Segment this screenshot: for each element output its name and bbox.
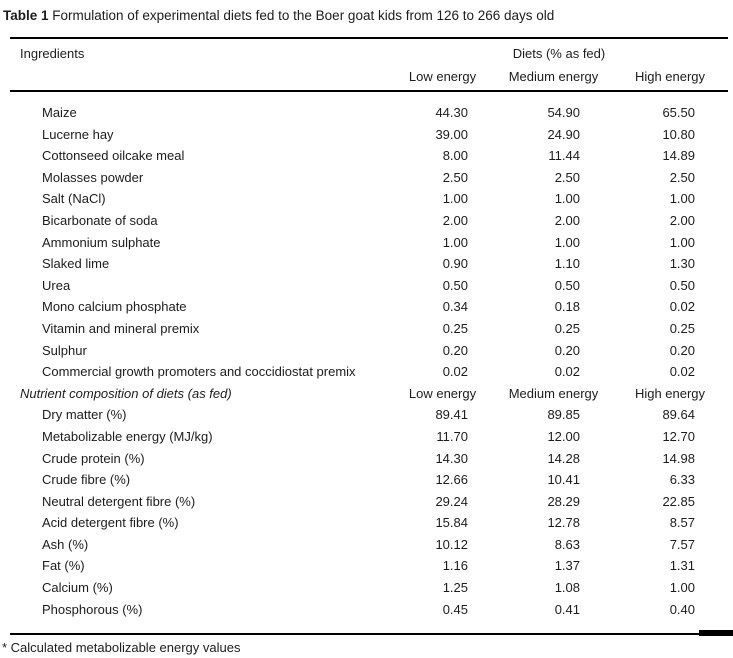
row-value: 0.02 xyxy=(442,364,468,380)
row-value: 0.50 xyxy=(442,277,468,293)
row-value: 1.31 xyxy=(669,558,695,574)
row-label: Bicarbonate of soda xyxy=(42,212,158,228)
row-value: 0.50 xyxy=(669,277,695,293)
row-value: 2.50 xyxy=(554,169,580,185)
row-label: Maize xyxy=(42,105,77,120)
column-header-ingredients: Ingredients xyxy=(10,38,390,91)
row-value: 54.90 xyxy=(547,105,580,120)
row-value: 0.20 xyxy=(442,342,468,358)
section-row xyxy=(10,383,728,405)
row-value: 89.85 xyxy=(547,407,580,423)
row-label: Neutral detergent fibre (%) xyxy=(42,493,196,509)
row-value: 14.98 xyxy=(662,450,695,466)
table-row xyxy=(10,555,728,577)
row-value: 1.10 xyxy=(554,256,580,272)
table-body xyxy=(10,91,728,634)
table-row xyxy=(10,448,728,470)
row-value: 89.41 xyxy=(435,407,468,423)
row-value: 14.30 xyxy=(435,450,468,466)
header-row-group xyxy=(10,38,728,63)
row-label: Slaked lime xyxy=(42,256,110,272)
row-value: 12.00 xyxy=(547,428,580,444)
row-label: Crude protein (%) xyxy=(42,450,145,466)
table-row xyxy=(10,124,728,146)
row-value: 0.45 xyxy=(442,601,468,617)
section-column-label: High energy xyxy=(634,385,706,401)
row-value: 10.80 xyxy=(662,126,695,142)
row-value: 24.90 xyxy=(547,126,580,142)
section-label: Nutrient composition of diets (as fed) xyxy=(20,385,232,401)
table-header xyxy=(10,38,728,91)
row-value: 12.66 xyxy=(435,472,468,488)
table-row xyxy=(10,469,728,491)
row-value: 0.20 xyxy=(554,342,580,358)
row-value: 0.02 xyxy=(554,364,580,380)
table-row xyxy=(10,512,728,534)
table-row xyxy=(10,296,728,318)
table-row xyxy=(10,145,728,167)
table-row xyxy=(10,210,728,232)
row-value: 65.50 xyxy=(662,105,695,120)
row-value: 0.25 xyxy=(554,320,580,336)
row-value: 1.16 xyxy=(442,558,468,574)
column-group-header-diets: Diets (% as fed) xyxy=(512,46,606,61)
column-header-low-energy: Low energy xyxy=(390,63,495,91)
row-value: 0.18 xyxy=(554,299,580,315)
row-label: Urea xyxy=(42,277,71,293)
row-label: Acid detergent fibre (%) xyxy=(42,515,179,531)
row-value: 1.25 xyxy=(442,580,468,596)
row-value: 0.20 xyxy=(669,342,695,358)
row-label: Lucerne hay xyxy=(42,126,114,142)
column-header-high-energy: High energy xyxy=(612,63,728,91)
row-label: Vitamin and mineral premix xyxy=(42,320,200,336)
row-value: 11.70 xyxy=(436,428,468,444)
table-title-text: Formulation of experimental diets fed to the Boer goat kids from 126 to 266 days old xyxy=(48,8,555,23)
row-value: 0.25 xyxy=(442,320,468,336)
row-value: 1.00 xyxy=(669,191,695,207)
row-value: 15.84 xyxy=(435,515,468,531)
table-title xyxy=(3,7,554,24)
row-value: 2.00 xyxy=(554,212,580,228)
row-value: 0.34 xyxy=(442,299,468,315)
row-label: Sulphur xyxy=(42,342,87,358)
column-header-medium-energy: Medium energy xyxy=(495,63,612,91)
row-value: 44.30 xyxy=(435,105,468,120)
table-row xyxy=(10,361,728,383)
row-value: 0.90 xyxy=(442,256,468,272)
table-row xyxy=(10,577,728,599)
row-value: 11.44 xyxy=(548,148,580,164)
table-row xyxy=(10,91,728,124)
row-label: Calcium (%) xyxy=(42,580,113,596)
row-label: Metabolizable energy (MJ/kg) xyxy=(42,428,213,444)
table-row xyxy=(10,253,728,275)
row-label: Cottonseed oilcake meal xyxy=(42,148,185,164)
row-value: 1.08 xyxy=(554,580,580,596)
row-value: 1.00 xyxy=(554,234,580,250)
table-footnote: * Calculated metabolizable energy values xyxy=(2,640,241,655)
row-value: 8.57 xyxy=(669,515,695,531)
row-label: Ash (%) xyxy=(42,536,89,552)
row-label: Mono calcium phosphate xyxy=(42,299,187,315)
row-value: 0.02 xyxy=(669,364,695,380)
row-label: Commercial growth promoters and coccidiostat premix xyxy=(42,364,356,380)
row-value: 8.63 xyxy=(554,536,580,552)
row-value: 14.89 xyxy=(662,148,695,164)
row-value: 1.00 xyxy=(442,191,468,207)
row-label: Salt (NaCl) xyxy=(42,191,106,207)
row-value: 22.85 xyxy=(662,493,695,509)
row-value: 10.12 xyxy=(435,536,468,552)
row-value: 28.29 xyxy=(547,493,580,509)
row-value: 2.00 xyxy=(442,212,468,228)
section-column-label: Medium energy xyxy=(508,385,599,401)
section-column-label: Low energy xyxy=(408,385,477,401)
table-row xyxy=(10,404,728,426)
row-value: 0.41 xyxy=(554,601,580,617)
table-row xyxy=(10,426,728,448)
table-row xyxy=(10,340,728,362)
diet-formulation-table xyxy=(10,37,728,635)
row-value: 12.78 xyxy=(547,515,580,531)
row-value: 0.25 xyxy=(669,320,695,336)
row-value: 2.00 xyxy=(669,212,695,228)
row-value: 1.00 xyxy=(669,580,695,596)
table-row xyxy=(10,318,728,340)
table-row xyxy=(10,232,728,254)
row-label: Ammonium sulphate xyxy=(42,234,161,250)
table-row xyxy=(10,188,728,210)
row-label: Dry matter (%) xyxy=(42,407,127,423)
row-value: 0.02 xyxy=(669,299,695,315)
row-label: Phosphorous (%) xyxy=(42,601,143,617)
row-label: Molasses powder xyxy=(42,169,144,185)
table-row xyxy=(10,167,728,189)
row-value: 2.50 xyxy=(442,169,468,185)
row-value: 1.00 xyxy=(669,234,695,250)
row-value: 14.28 xyxy=(547,450,580,466)
row-value: 10.41 xyxy=(547,472,580,488)
row-value: 29.24 xyxy=(435,493,468,509)
row-value: 6.33 xyxy=(669,472,695,488)
row-label: Fat (%) xyxy=(42,558,85,574)
row-value: 2.50 xyxy=(669,169,695,185)
row-label: Crude fibre (%) xyxy=(42,472,131,488)
row-value: 0.50 xyxy=(554,277,580,293)
row-value: 1.00 xyxy=(442,234,468,250)
page-edge-mark xyxy=(699,630,733,636)
row-value: 8.00 xyxy=(442,148,468,164)
table-title-number: Table 1 xyxy=(3,8,49,23)
row-value: 1.30 xyxy=(669,256,695,272)
row-value: 7.57 xyxy=(669,536,695,552)
table-row xyxy=(10,534,728,556)
row-value: 12.70 xyxy=(662,428,695,444)
table-row xyxy=(10,491,728,513)
row-value: 1.00 xyxy=(554,191,580,207)
row-value: 0.40 xyxy=(669,601,695,617)
table-row xyxy=(10,275,728,297)
row-value: 1.37 xyxy=(554,558,580,574)
row-value: 89.64 xyxy=(662,407,695,423)
table-row xyxy=(10,599,728,635)
row-value: 39.00 xyxy=(435,126,468,142)
